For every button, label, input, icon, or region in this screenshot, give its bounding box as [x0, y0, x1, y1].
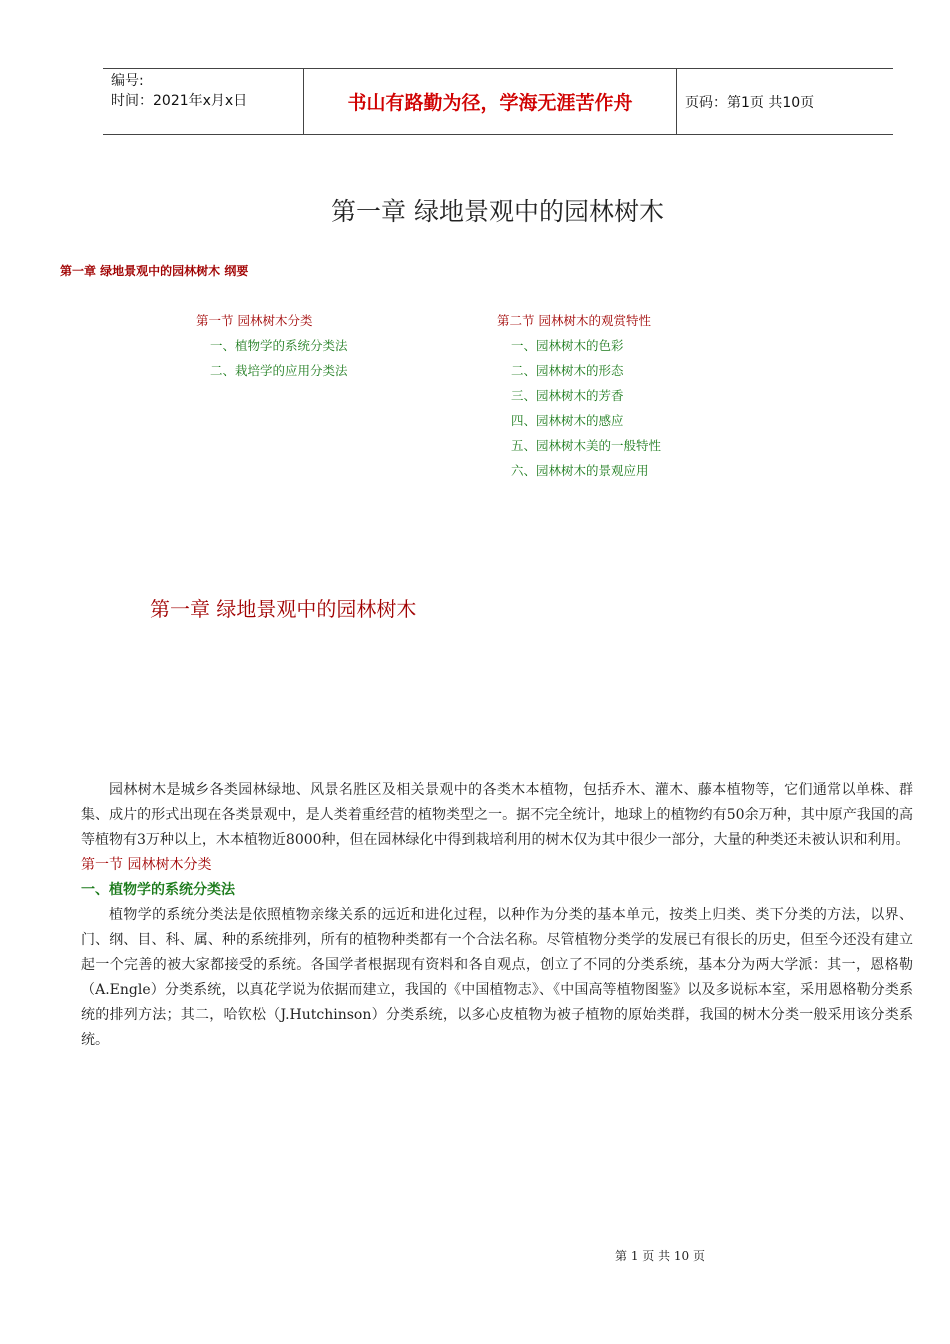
number-label: 编号: [111, 73, 144, 89]
header-page-info: 页码：第1页 共10页 [685, 94, 815, 111]
chapter-heading: 第一章 绿地景观中的园林树木 [150, 597, 417, 621]
subsection-heading: 一、植物学的系统分类法 [81, 882, 235, 898]
intro-paragraph: 园林树木是城乡各类园林绿地、风景名胜区及相关景观中的各类木本植物，包括乔木、灌木、藤本植物等，它们通常以单株、群集、成片的形式出现在各类景观中，是人类着重经营的植物类型之一。据不完全统计，地球上的植物约有50余万种，其中原产我国的高等植物有3万种以上，木本植物近8000种，但在园林绿化中得到栽培利用的树木仅为其中很少一部分，大量的种类还未被认识和利用。 [81, 782, 913, 848]
toc-link-item[interactable]: 四、园林树木的感应 [511, 413, 624, 428]
toc-link-item[interactable]: 六、园林树木的景观应用 [511, 463, 649, 478]
outline-title: 第一章 绿地景观中的园林树木 纲要 [60, 264, 249, 278]
toc-link-item[interactable]: 二、园林树木的形态 [511, 363, 624, 378]
body-text [81, 778, 913, 1053]
toc-link-item[interactable]: 三、园林树木的芳香 [511, 388, 624, 403]
header-table [103, 68, 893, 135]
toc-link-item[interactable]: 一、园林树木的色彩 [511, 338, 624, 353]
toc-section-1 [196, 308, 348, 383]
toc-link-item[interactable]: 五、园林树木美的一般特性 [511, 438, 662, 453]
toc-link-item[interactable]: 一、植物学的系统分类法 [210, 338, 348, 353]
body-paragraph: 植物学的系统分类法是依照植物亲缘关系的远近和进化过程，以种作为分类的基本单元，按类上归类、类下分类的方法，以界、门、纲、目、科、属、种的系统排列，所有的植物种类都有一个合法名称。尽管植物分类学的发展已有很长的历史，但至今还没有建立起一个完善的被大家都接受的系统。各国学者根据现有资料和各自观点，创立了不同的分类系统，基本分为两大学派：其一，恩格勒（A.Engle）分类系统，以真花学说为依据而建立，我国的《中国植物志》、《中国高等植物图鉴》以及多说标本室，采用恩格勒分类系统的排列方法；其二，哈钦松（J.Hutchinson）分类系统，以多心皮植物为被子植物的原始类群，我国的树木分类一般采用该分类系统。 [81, 907, 913, 1048]
page-title: 第一章 绿地景观中的园林树木 [331, 197, 664, 226]
page-footer: 第 1 页 共 10 页 [615, 1249, 705, 1263]
toc-section-2 [497, 308, 661, 483]
toc-link-section-2[interactable]: 第二节 园林树木的观赏特性 [497, 313, 651, 328]
header-motto: 书山有路勤为径，学海无涯苦作舟 [304, 69, 677, 134]
section-heading: 第一节 园林树木分类 [81, 857, 212, 873]
header-meta-cell [103, 69, 304, 134]
toc-link-section-1[interactable]: 第一节 园林树木分类 [196, 313, 313, 328]
time-label: 时间：2021年x月x日 [111, 93, 248, 109]
toc-link-item[interactable]: 二、栽培学的应用分类法 [210, 363, 348, 378]
